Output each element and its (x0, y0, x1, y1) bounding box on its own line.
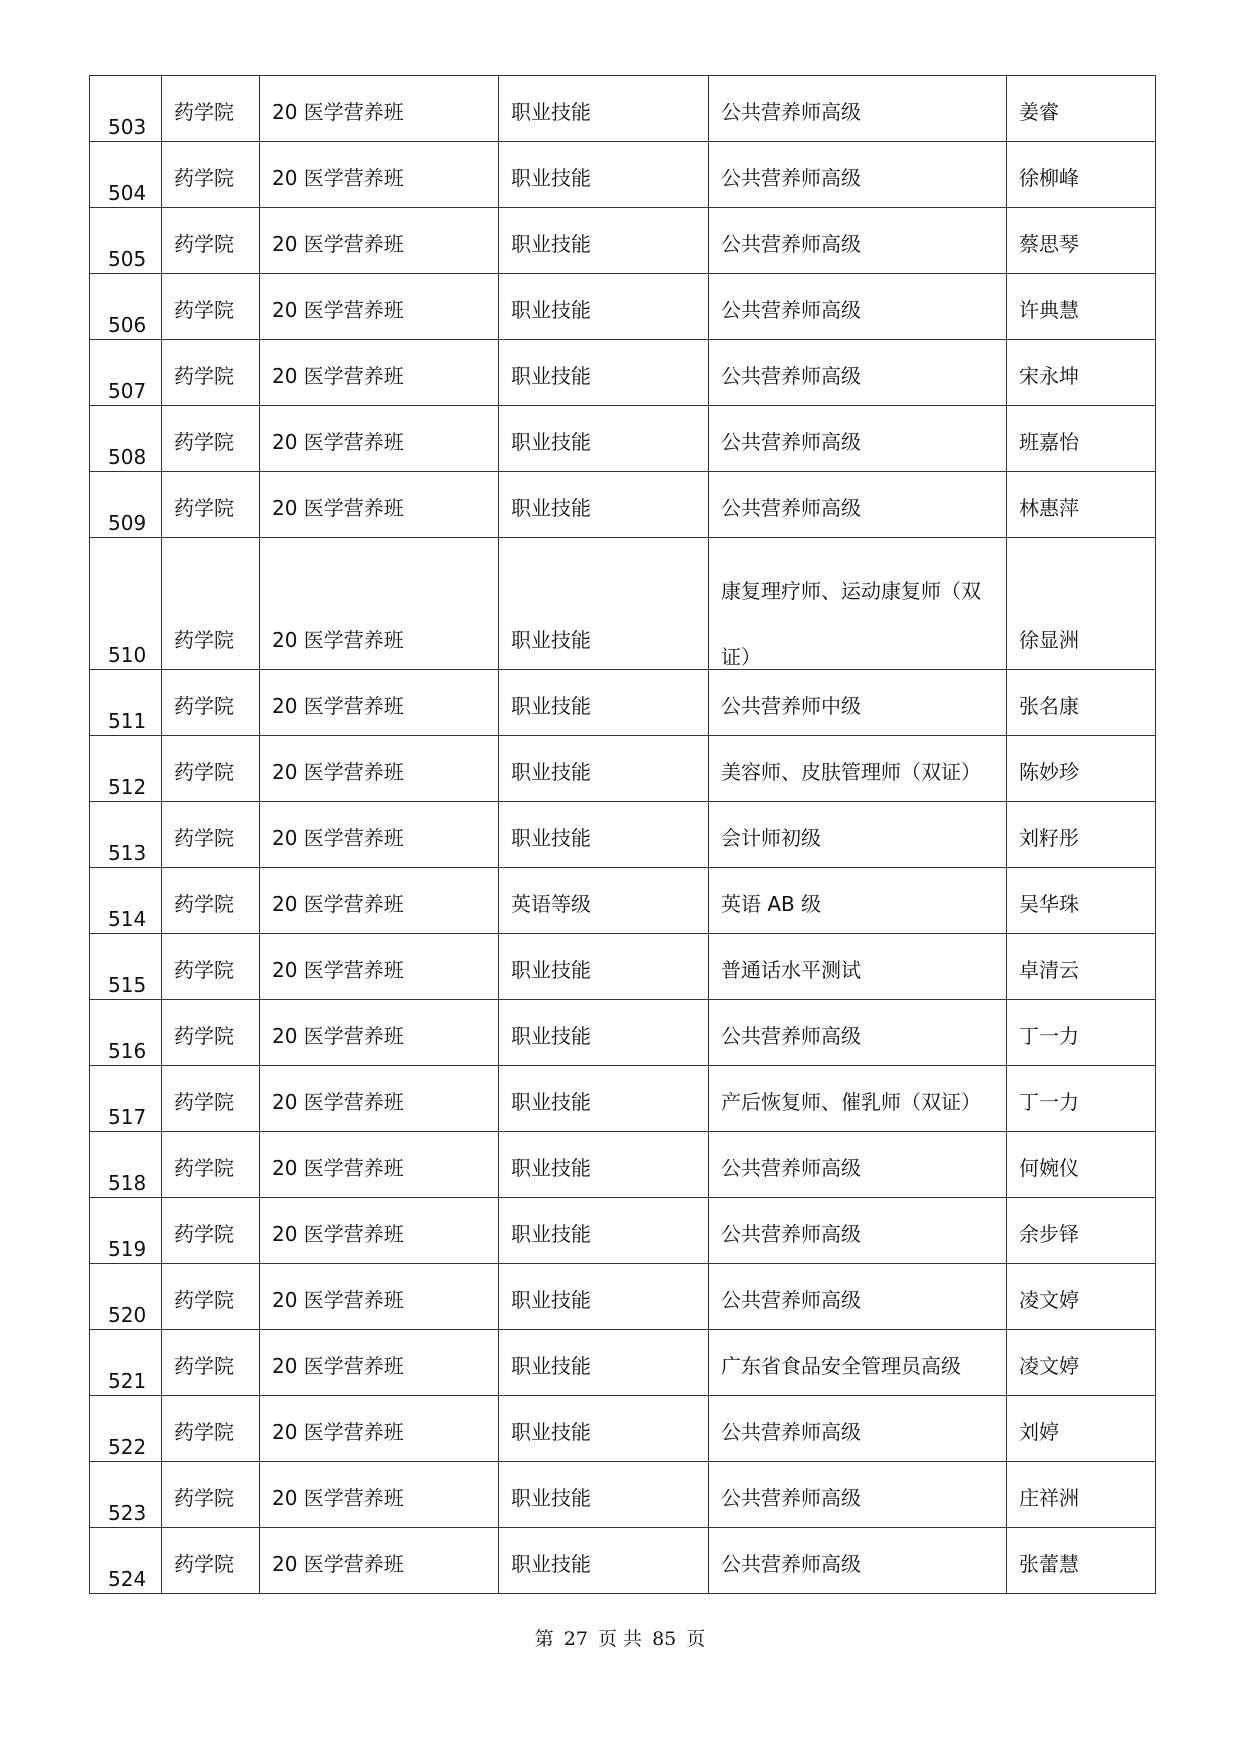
student-name: 蔡思琴 (1019, 232, 1079, 256)
class-name: 20 医学营养班 (272, 628, 404, 652)
row-number-cell (90, 670, 162, 736)
student-name: 吴华珠 (1019, 892, 1079, 916)
footer-page-number: 27 (563, 1628, 588, 1650)
class-cell (260, 736, 499, 802)
college-cell (162, 802, 260, 868)
college-cell (162, 340, 260, 406)
category-cell (499, 934, 709, 1000)
table-row (90, 274, 1156, 340)
category-cell (499, 868, 709, 934)
row-number: 523 (108, 1501, 147, 1525)
cert-cell (709, 868, 1007, 934)
category-cell (499, 472, 709, 538)
table-row (90, 1066, 1156, 1132)
college-cell (162, 538, 260, 670)
class-cell (260, 538, 499, 670)
college-cell (162, 1330, 260, 1396)
row-number-cell (90, 736, 162, 802)
college-cell (162, 208, 260, 274)
class-name: 20 医学营养班 (272, 100, 404, 124)
name-cell (1007, 934, 1156, 1000)
cert-cell (709, 274, 1007, 340)
class-name: 20 医学营养班 (272, 1486, 404, 1510)
certificate-name: 公共营养师高级 (721, 1156, 861, 1180)
category-cell (499, 1000, 709, 1066)
class-name: 20 医学营养班 (272, 1288, 404, 1312)
cert-cell (709, 670, 1007, 736)
name-cell (1007, 142, 1156, 208)
class-name: 20 医学营养班 (272, 1090, 404, 1114)
footer-mid: 页 共 (597, 1628, 643, 1650)
student-name: 张蕾慧 (1019, 1552, 1079, 1576)
student-name: 丁一力 (1019, 1090, 1079, 1114)
category-name: 职业技能 (511, 760, 591, 784)
category-cell (499, 1132, 709, 1198)
row-number: 505 (108, 247, 147, 271)
name-cell (1007, 538, 1156, 670)
student-name: 陈妙珍 (1019, 760, 1079, 784)
cert-cell (709, 1330, 1007, 1396)
row-number: 507 (108, 379, 147, 403)
college-name: 药学院 (174, 1486, 234, 1510)
row-number-cell (90, 1528, 162, 1594)
category-name: 职业技能 (511, 1288, 591, 1312)
college-cell (162, 76, 260, 142)
cert-cell (709, 1132, 1007, 1198)
class-cell (260, 802, 499, 868)
row-number-cell (90, 1066, 162, 1132)
category-cell (499, 802, 709, 868)
class-cell (260, 1198, 499, 1264)
class-cell (260, 934, 499, 1000)
cert-cell (709, 472, 1007, 538)
college-name: 药学院 (174, 232, 234, 256)
class-name: 20 医学营养班 (272, 298, 404, 322)
college-cell (162, 472, 260, 538)
row-number: 520 (108, 1303, 147, 1327)
class-name: 20 医学营养班 (272, 1552, 404, 1576)
college-name: 药学院 (174, 430, 234, 454)
row-number-cell (90, 868, 162, 934)
cert-cell (709, 406, 1007, 472)
college-name: 药学院 (174, 628, 234, 652)
certificate-name: 公共营养师中级 (721, 694, 861, 718)
cert-cell (709, 538, 1007, 670)
college-cell (162, 1000, 260, 1066)
certificate-name: 公共营养师高级 (721, 166, 861, 190)
class-name: 20 医学营养班 (272, 958, 404, 982)
category-cell (499, 1198, 709, 1264)
row-number-cell (90, 1198, 162, 1264)
certificate-table (89, 75, 1156, 1594)
certificate-name: 广东省食品安全管理员高级 (721, 1354, 961, 1378)
college-cell (162, 142, 260, 208)
row-number-cell (90, 934, 162, 1000)
category-name: 职业技能 (511, 430, 591, 454)
table-row (90, 142, 1156, 208)
row-number: 512 (108, 775, 147, 799)
table-row (90, 208, 1156, 274)
college-cell (162, 1528, 260, 1594)
category-name: 职业技能 (511, 1090, 591, 1114)
category-name: 职业技能 (511, 166, 591, 190)
category-name: 职业技能 (511, 1420, 591, 1444)
student-name: 许典慧 (1019, 298, 1079, 322)
row-number: 511 (108, 709, 147, 733)
name-cell (1007, 736, 1156, 802)
class-name: 20 医学营养班 (272, 1354, 404, 1378)
college-name: 药学院 (174, 958, 234, 982)
college-cell (162, 1198, 260, 1264)
class-cell (260, 142, 499, 208)
row-number: 517 (108, 1105, 147, 1129)
table-row (90, 1528, 1156, 1594)
class-name: 20 医学营养班 (272, 496, 404, 520)
name-cell (1007, 1000, 1156, 1066)
table-row (90, 1462, 1156, 1528)
student-name: 庄祥洲 (1019, 1486, 1079, 1510)
name-cell (1007, 472, 1156, 538)
certificate-name: 会计师初级 (721, 826, 821, 850)
student-name: 徐柳峰 (1019, 166, 1079, 190)
certificate-name: 公共营养师高级 (721, 232, 861, 256)
class-cell (260, 472, 499, 538)
category-cell (499, 538, 709, 670)
college-cell (162, 1396, 260, 1462)
certificate-name: 公共营养师高级 (721, 1222, 861, 1246)
college-cell (162, 406, 260, 472)
category-cell (499, 1528, 709, 1594)
row-number-cell (90, 76, 162, 142)
row-number: 522 (108, 1435, 147, 1459)
row-number: 509 (108, 511, 147, 535)
table-row (90, 1132, 1156, 1198)
category-name: 职业技能 (511, 1222, 591, 1246)
class-cell (260, 1132, 499, 1198)
college-name: 药学院 (174, 1420, 234, 1444)
footer-total-pages: 85 (652, 1628, 677, 1650)
footer-suffix: 页 (686, 1628, 706, 1650)
class-cell (260, 1066, 499, 1132)
cert-cell (709, 76, 1007, 142)
row-number: 508 (108, 445, 147, 469)
class-cell (260, 1528, 499, 1594)
college-name: 药学院 (174, 1156, 234, 1180)
certificate-name: 公共营养师高级 (721, 364, 861, 388)
name-cell (1007, 1462, 1156, 1528)
name-cell (1007, 274, 1156, 340)
category-cell (499, 736, 709, 802)
student-name: 张名康 (1019, 694, 1079, 718)
class-cell (260, 76, 499, 142)
college-cell (162, 670, 260, 736)
certificate-name: 普通话水平测试 (721, 958, 861, 982)
cert-cell (709, 934, 1007, 1000)
row-number-cell (90, 406, 162, 472)
class-cell (260, 274, 499, 340)
college-name: 药学院 (174, 166, 234, 190)
name-cell (1007, 1264, 1156, 1330)
table-row (90, 406, 1156, 472)
college-name: 药学院 (174, 1288, 234, 1312)
certificate-name: 公共营养师高级 (721, 1288, 861, 1312)
class-cell (260, 208, 499, 274)
cert-cell (709, 1528, 1007, 1594)
name-cell (1007, 406, 1156, 472)
category-cell (499, 142, 709, 208)
name-cell (1007, 76, 1156, 142)
name-cell (1007, 670, 1156, 736)
college-name: 药学院 (174, 1552, 234, 1576)
student-name: 刘婷 (1019, 1420, 1059, 1444)
table-row (90, 868, 1156, 934)
class-cell (260, 1000, 499, 1066)
cert-cell (709, 736, 1007, 802)
category-name: 职业技能 (511, 496, 591, 520)
certificate-table-page (89, 75, 1155, 1594)
row-number: 515 (108, 973, 147, 997)
category-cell (499, 1330, 709, 1396)
college-name: 药学院 (174, 694, 234, 718)
name-cell (1007, 1198, 1156, 1264)
cert-cell (709, 340, 1007, 406)
category-name: 职业技能 (511, 1024, 591, 1048)
student-name: 班嘉怡 (1019, 430, 1079, 454)
cert-cell (709, 1066, 1007, 1132)
class-name: 20 医学营养班 (272, 760, 404, 784)
certificate-name: 公共营养师高级 (721, 298, 861, 322)
table-row (90, 538, 1156, 670)
class-name: 20 医学营养班 (272, 1222, 404, 1246)
college-name: 药学院 (174, 826, 234, 850)
college-cell (162, 274, 260, 340)
class-name: 20 医学营养班 (272, 232, 404, 256)
table-row (90, 1198, 1156, 1264)
name-cell (1007, 1396, 1156, 1462)
college-cell (162, 736, 260, 802)
student-name: 刘籽彤 (1019, 826, 1079, 850)
table-row (90, 802, 1156, 868)
row-number-cell (90, 472, 162, 538)
page-footer (0, 1624, 1240, 1651)
row-number: 510 (108, 643, 147, 667)
category-name: 职业技能 (511, 232, 591, 256)
table-row (90, 1396, 1156, 1462)
college-name: 药学院 (174, 760, 234, 784)
row-number-cell (90, 1264, 162, 1330)
certificate-name: 康复理疗师、运动康复师（双证） (721, 579, 981, 669)
cert-cell (709, 208, 1007, 274)
table-row (90, 1330, 1156, 1396)
row-number: 519 (108, 1237, 147, 1261)
cert-cell (709, 1396, 1007, 1462)
college-name: 药学院 (174, 100, 234, 124)
name-cell (1007, 868, 1156, 934)
row-number: 504 (108, 181, 147, 205)
college-cell (162, 868, 260, 934)
category-name: 职业技能 (511, 694, 591, 718)
cert-cell (709, 1462, 1007, 1528)
row-number-cell (90, 340, 162, 406)
cert-cell (709, 1000, 1007, 1066)
category-cell (499, 340, 709, 406)
college-name: 药学院 (174, 298, 234, 322)
category-name: 职业技能 (511, 628, 591, 652)
college-cell (162, 1462, 260, 1528)
row-number-cell (90, 802, 162, 868)
category-name: 职业技能 (511, 958, 591, 982)
row-number-cell (90, 208, 162, 274)
student-name: 徐显洲 (1019, 628, 1079, 652)
cert-cell (709, 1198, 1007, 1264)
college-cell (162, 1132, 260, 1198)
certificate-name: 公共营养师高级 (721, 100, 861, 124)
class-cell (260, 1330, 499, 1396)
category-name: 职业技能 (511, 1486, 591, 1510)
class-cell (260, 340, 499, 406)
class-cell (260, 1396, 499, 1462)
category-name: 职业技能 (511, 100, 591, 124)
row-number: 521 (108, 1369, 147, 1393)
class-name: 20 医学营养班 (272, 364, 404, 388)
category-cell (499, 1396, 709, 1462)
table-row (90, 340, 1156, 406)
student-name: 余步铎 (1019, 1222, 1079, 1246)
class-cell (260, 1462, 499, 1528)
student-name: 丁一力 (1019, 1024, 1079, 1048)
category-cell (499, 76, 709, 142)
category-name: 职业技能 (511, 1156, 591, 1180)
student-name: 林惠萍 (1019, 496, 1079, 520)
category-cell (499, 1264, 709, 1330)
category-name: 职业技能 (511, 364, 591, 388)
category-name: 职业技能 (511, 298, 591, 322)
class-cell (260, 868, 499, 934)
row-number-cell (90, 538, 162, 670)
row-number: 506 (108, 313, 147, 337)
certificate-name: 公共营养师高级 (721, 1552, 861, 1576)
row-number-cell (90, 1000, 162, 1066)
certificate-name: 公共营养师高级 (721, 496, 861, 520)
category-name: 职业技能 (511, 1552, 591, 1576)
table-row (90, 76, 1156, 142)
college-name: 药学院 (174, 1090, 234, 1114)
student-name: 凌文婷 (1019, 1288, 1079, 1312)
row-number-cell (90, 1132, 162, 1198)
row-number-cell (90, 1396, 162, 1462)
name-cell (1007, 802, 1156, 868)
cert-cell (709, 1264, 1007, 1330)
category-cell (499, 274, 709, 340)
cert-cell (709, 802, 1007, 868)
row-number: 524 (108, 1567, 147, 1591)
name-cell (1007, 1066, 1156, 1132)
row-number: 514 (108, 907, 147, 931)
college-cell (162, 1066, 260, 1132)
category-name: 英语等级 (511, 892, 591, 916)
college-cell (162, 1264, 260, 1330)
student-name: 姜睿 (1019, 100, 1059, 124)
footer-prefix: 第 (534, 1628, 554, 1650)
certificate-name: 产后恢复师、催乳师（双证） (721, 1090, 981, 1114)
college-cell (162, 934, 260, 1000)
name-cell (1007, 208, 1156, 274)
class-name: 20 医学营养班 (272, 1024, 404, 1048)
class-cell (260, 670, 499, 736)
certificate-name: 公共营养师高级 (721, 1024, 861, 1048)
table-row (90, 736, 1156, 802)
class-name: 20 医学营养班 (272, 166, 404, 190)
row-number: 513 (108, 841, 147, 865)
certificate-name: 美容师、皮肤管理师（双证） (721, 760, 981, 784)
row-number: 503 (108, 115, 147, 139)
class-name: 20 医学营养班 (272, 892, 404, 916)
category-name: 职业技能 (511, 1354, 591, 1378)
college-name: 药学院 (174, 1024, 234, 1048)
certificate-name: 公共营养师高级 (721, 1486, 861, 1510)
college-name: 药学院 (174, 364, 234, 388)
student-name: 卓清云 (1019, 958, 1079, 982)
college-name: 药学院 (174, 1354, 234, 1378)
category-name: 职业技能 (511, 826, 591, 850)
row-number-cell (90, 274, 162, 340)
certificate-name: 英语 AB 级 (721, 892, 822, 916)
student-name: 何婉仪 (1019, 1156, 1079, 1180)
name-cell (1007, 1330, 1156, 1396)
row-number-cell (90, 1330, 162, 1396)
certificate-name: 公共营养师高级 (721, 430, 861, 454)
certificate-name: 公共营养师高级 (721, 1420, 861, 1444)
row-number: 516 (108, 1039, 147, 1063)
class-cell (260, 406, 499, 472)
college-name: 药学院 (174, 1222, 234, 1246)
class-name: 20 医学营养班 (272, 430, 404, 454)
row-number-cell (90, 142, 162, 208)
category-cell (499, 1462, 709, 1528)
row-number-cell (90, 1462, 162, 1528)
table-row (90, 472, 1156, 538)
table-body (90, 76, 1156, 1594)
table-row (90, 934, 1156, 1000)
student-name: 宋永坤 (1019, 364, 1079, 388)
college-name: 药学院 (174, 892, 234, 916)
name-cell (1007, 1132, 1156, 1198)
class-cell (260, 1264, 499, 1330)
name-cell (1007, 1528, 1156, 1594)
category-cell (499, 670, 709, 736)
row-number: 518 (108, 1171, 147, 1195)
class-name: 20 医学营养班 (272, 694, 404, 718)
table-row (90, 670, 1156, 736)
table-row (90, 1264, 1156, 1330)
category-cell (499, 406, 709, 472)
class-name: 20 医学营养班 (272, 1156, 404, 1180)
college-name: 药学院 (174, 496, 234, 520)
category-cell (499, 208, 709, 274)
class-name: 20 医学营养班 (272, 826, 404, 850)
name-cell (1007, 340, 1156, 406)
table-row (90, 1000, 1156, 1066)
class-name: 20 医学营养班 (272, 1420, 404, 1444)
cert-cell (709, 142, 1007, 208)
student-name: 凌文婷 (1019, 1354, 1079, 1378)
category-cell (499, 1066, 709, 1132)
